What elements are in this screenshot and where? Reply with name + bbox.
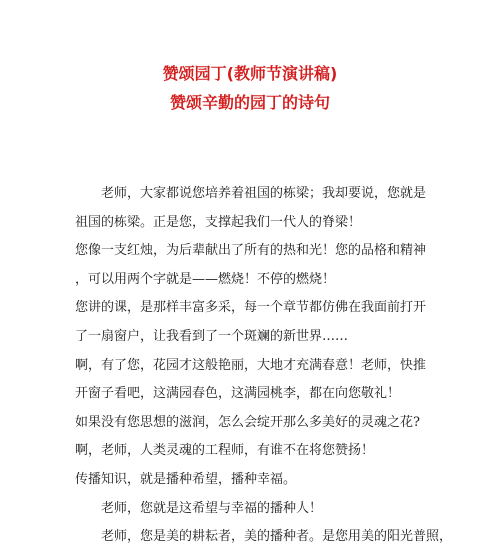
paragraph-line: 老师，您是美的耕耘者，美的播种者。是您用美的阳光普照， [101,529,453,545]
paragraph-line: 了一扇窗户，让我看到了一个斑斓的新世界…… [75,328,349,344]
paragraph-line: 您像一支红烛，为后辈献出了所有的热和光！您的品格和精神 [75,243,427,259]
paragraph-line: ，可以用两个字就是——燃烧！不停的燃烧！ [75,271,336,287]
paragraph-line: 啊，有了您，花园才这般艳丽，大地才充满春意！老师，快推 [75,357,427,373]
paragraph-line: 老师，大家都说您培养着祖国的栋梁；我却要说，您就是 [101,186,427,201]
document-title: 赞颂园丁(教师节演讲稿) [162,64,338,83]
paragraph-line: 祖国的栋梁。正是您，支撑起我们一代人的脊梁！ [75,214,362,230]
paragraph-line: 啊，老师，人类灵魂的工程师，有谁不在将您赞扬！ [75,443,375,459]
document-body [75,180,453,552]
paragraph-line: 传播知识，就是播种希望，播种幸福。 [75,471,297,487]
paragraph-line: 开窗子看吧，这满园春色，这满园桃李，都在向您敬礼！ [75,386,401,402]
paragraph-line: 您讲的课，是那样丰富多采，每一个章节都仿佛在我面前打开 [75,300,427,316]
paragraph-line: 如果没有您思想的滋润，怎么会绽开那么多美好的灵魂之花? [75,414,420,430]
document-subtitle: 赞颂辛勤的园丁的诗句 [169,93,330,112]
paragraph-line: 老师，您就是这希望与幸福的播种人！ [101,500,323,516]
